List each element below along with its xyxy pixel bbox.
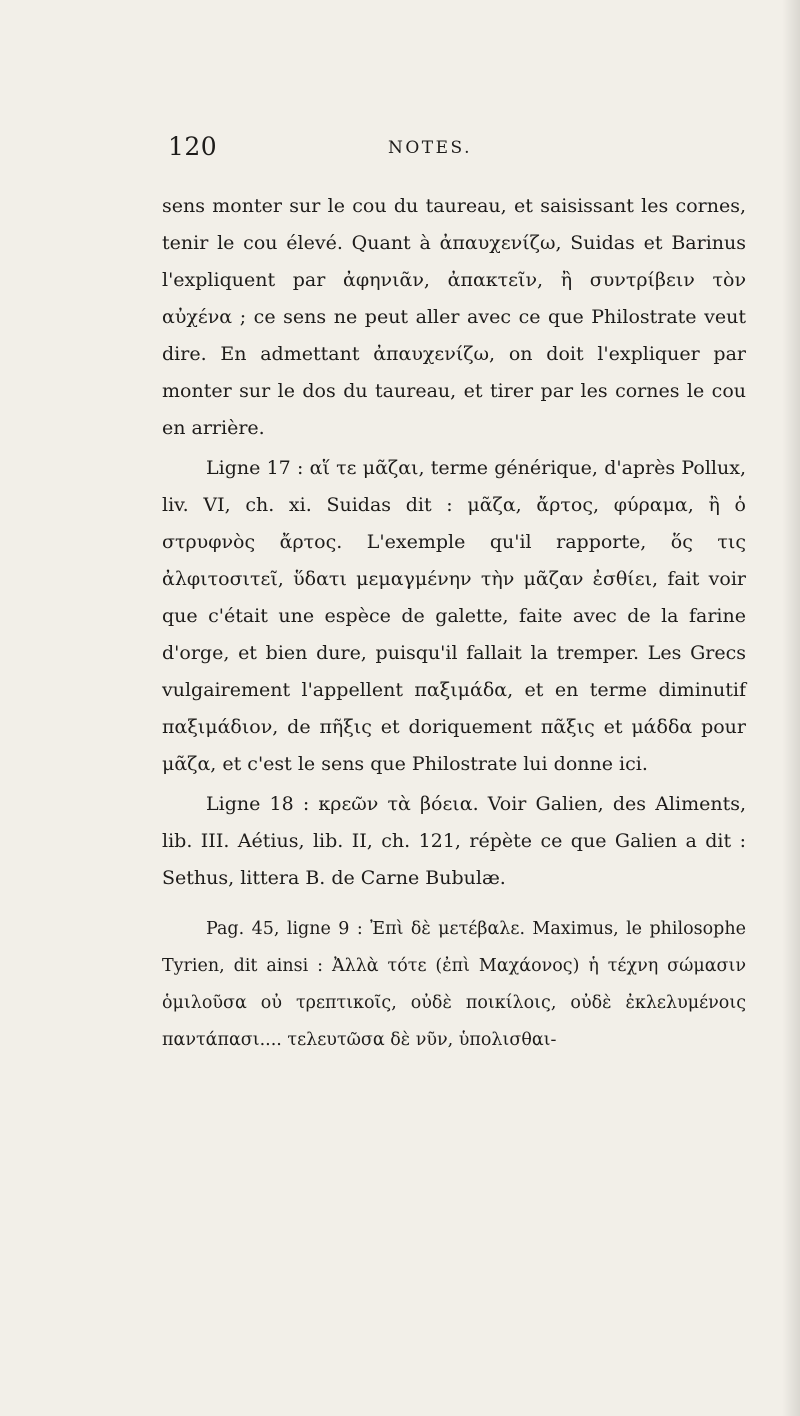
page-edge-shadow [782, 0, 800, 1416]
body-text [162, 188, 746, 1059]
paragraph-continuation: sens monter sur le cou du taureau, et saisissant les cornes, tenir le cou élevé. Quant à ἀπαυχενίζω, Suidas et Barinus l'expliquent par ἀφηνιᾶν, ἀπακτεῖν, ἢ συντρίβειν τὸν αὐχένα ; ce sens ne peut aller avec ce que Philostrate veut dire. En admettant ἀπαυχενίζω, on doit l'expliquer par monter sur le dos du taureau, et tirer par les cornes le cou en arrière. [162, 195, 746, 439]
paragraph-note-ligne-18: Ligne 18 : κρεῶν τὰ βόεια. Voir Galien, des Aliments, lib. III. Aétius, lib. II, ch. 121, répète ce que Galien a dit : Sethus, littera B. de Carne Bubulæ. [162, 793, 746, 889]
running-title: NOTES. [388, 138, 473, 158]
paragraph-note-page-45: Pag. 45, ligne 9 : Ἐπὶ δὲ μετέβαλε. Maximus, le philosophe Tyrien, dit ainsi : Ἀλλὰ τότε (ἐπὶ Μαχάονος) ἡ τέχνη σώμασιν ὁμιλοῦσα οὐ τρεπτικοῖς, οὐδὲ ποικίλοις, οὐδὲ ἐκλελυμένοις παντάπασι.... τελευτῶσα δὲ νῦν, ὑπολισθαι- [162, 919, 746, 1050]
page-number: 120 [168, 132, 218, 161]
page-header [168, 128, 728, 168]
paragraph-note-ligne-17: Ligne 17 : αἵ τε μᾶζαι, terme générique, d'après Pollux, liv. VI, ch. xi. Suidas dit : μᾶζα, ἄρτος, φύραμα, ἢ ὁ στρυφνὸς ἄρτος. L'exemple qu'il rapporte, ὅς τις ἀλφιτοσιτεῖ, ὕδατι μεμαγμένην τὴν μᾶζαν ἐσθίει, fait voir que c'était une espèce de galette, faite avec de la farine d'orge, et bien dure, puisqu'il fallait la tremper. Les Grecs vulgairement l'appellent παξιμάδα, et en terme diminutif παξιμάδιον, de πῆξις et doriquement πᾶξις et μάδδα pour μᾶζα, et c'est le sens que Philostrate lui donne ici. [162, 457, 746, 775]
